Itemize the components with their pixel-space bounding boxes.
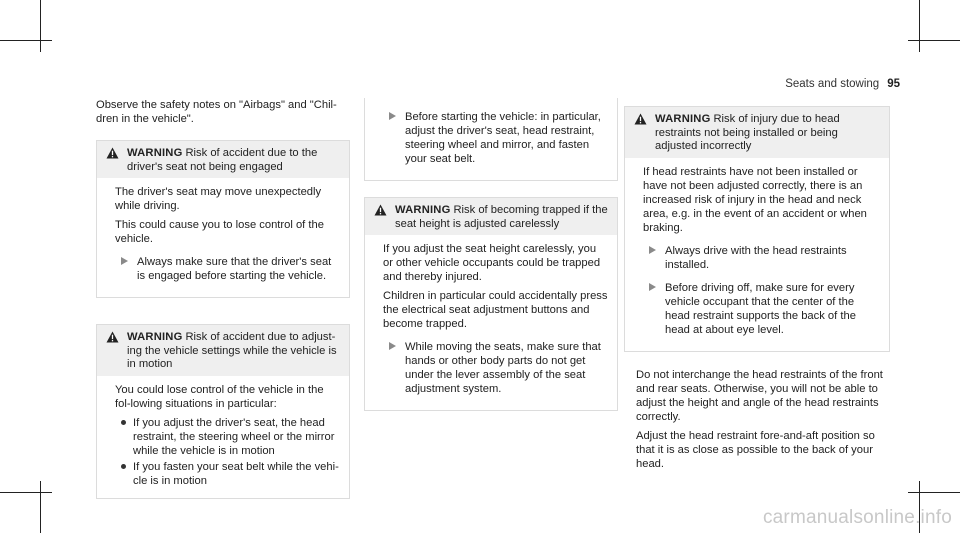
bullet-text: If you fasten your seat belt while the vehi-cle is in motion <box>133 460 339 487</box>
warning-body <box>365 98 617 180</box>
step-arrow-icon <box>121 257 128 265</box>
warning-box <box>96 140 350 298</box>
column-3 <box>624 98 890 476</box>
column-1 <box>96 98 350 515</box>
step-text: Before driving off, make sure for every vehicle occupant that the center of the head restraint supports the back of the head at about eye level. <box>665 281 856 336</box>
body-text <box>624 368 890 471</box>
warning-title: Risk of becoming trapped if the seat height is adjusted carelessly <box>395 204 608 230</box>
warning-box <box>96 324 350 499</box>
crop-mark <box>0 40 52 41</box>
warning-header <box>365 198 617 235</box>
step-arrow-icon <box>389 342 396 350</box>
warning-label: WARNING <box>127 331 183 343</box>
warning-paragraph: Children in particular could accidentally press the electrical seat adjustment buttons and become trapped. <box>383 290 608 330</box>
warning-label: WARNING <box>655 113 711 125</box>
bullet-dot-icon <box>121 464 126 469</box>
warning-header <box>97 325 349 376</box>
warning-triangle-icon <box>634 113 647 125</box>
warning-label: WARNING <box>395 204 451 216</box>
watermark-text: carmanualsonline.info <box>762 507 952 528</box>
warning-title: Risk of accident due to adjust-ing the vehicle settings while the vehicle is in motion <box>127 331 337 370</box>
intro-text: Observe the safety notes on "Airbags" and "Chil-dren in the vehicle". <box>96 99 337 125</box>
column-2 <box>364 98 618 427</box>
step-text: Always drive with the head restraints installed. <box>665 244 847 271</box>
instruction-step <box>649 281 881 337</box>
section-title: Seats and stowing <box>785 78 880 90</box>
instruction-step <box>649 244 881 272</box>
page-number: 95 <box>887 78 900 90</box>
step-text: Always make sure that the driver's seat is engaged before starting the vehicle. <box>137 256 332 282</box>
warning-header <box>97 141 349 178</box>
warning-header <box>625 107 889 158</box>
instruction-step <box>121 255 341 283</box>
warning-triangle-icon <box>106 147 119 159</box>
bullet-text: If you adjust the driver's seat, the head restraint, the steering wheel or the mirror while the vehicle is in motion <box>133 416 335 457</box>
warning-paragraph: The driver's seat may move unexpectedly while driving. <box>115 186 322 212</box>
warning-paragraph: This could cause you to lose control of the vehicle. <box>115 219 324 245</box>
warning-body <box>365 235 617 410</box>
crop-mark <box>908 40 960 41</box>
warning-body <box>625 158 889 351</box>
instruction-step <box>389 110 609 166</box>
warning-paragraph: If head restraints have not been installed or have not been adjusted correctly, there is an increased risk of injury in the head and neck area, e.g. in the event of an accident or when braking. <box>643 165 867 234</box>
warning-label: WARNING <box>127 147 183 159</box>
warning-box <box>624 106 890 352</box>
bullet-dot-icon <box>121 420 126 425</box>
step-arrow-icon <box>649 246 656 254</box>
warning-body <box>97 178 349 297</box>
crop-mark <box>919 0 920 52</box>
crop-mark <box>40 0 41 52</box>
warning-paragraph: You could lose control of the vehicle in the fol-lowing situations in particular: <box>115 383 324 410</box>
warning-box <box>364 197 618 411</box>
warning-box-continued <box>364 98 618 181</box>
paragraph: Adjust the head restraint fore-and-aft position so that it is as close as possible to the back of your head. <box>636 429 875 470</box>
step-arrow-icon <box>649 283 656 291</box>
bullet-item <box>119 416 341 458</box>
step-arrow-icon <box>389 112 396 120</box>
warning-paragraph: If you adjust the seat height carelessly, you or other vehicle occupants could be trapped and thereby injured. <box>383 243 601 283</box>
crop-mark <box>40 481 41 533</box>
bullet-item <box>119 460 341 488</box>
instruction-step <box>389 340 609 396</box>
warning-title: Risk of accident due to the driver's seat not being engaged <box>127 147 318 173</box>
step-text: Before starting the vehicle: in particular, adjust the driver's seat, head restraint, steering wheel and mirror, and fasten your seat belt. <box>405 111 601 165</box>
warning-triangle-icon <box>374 204 387 216</box>
crop-mark <box>0 492 52 493</box>
warning-title: Risk of injury due to head restraints not being installed or being adjusted incorrectly <box>655 113 840 152</box>
page-header <box>785 78 900 90</box>
warning-triangle-icon <box>106 331 119 343</box>
paragraph: Do not interchange the head restraints of the front and rear seats. Otherwise, you will not be able to adjust the height and angle of the head restraints correctly. <box>636 368 883 423</box>
warning-body <box>97 376 349 498</box>
step-text: While moving the seats, make sure that hands or other body parts do not get under the lever assembly of the seat adjustment system. <box>405 341 601 395</box>
crop-mark <box>908 492 960 493</box>
